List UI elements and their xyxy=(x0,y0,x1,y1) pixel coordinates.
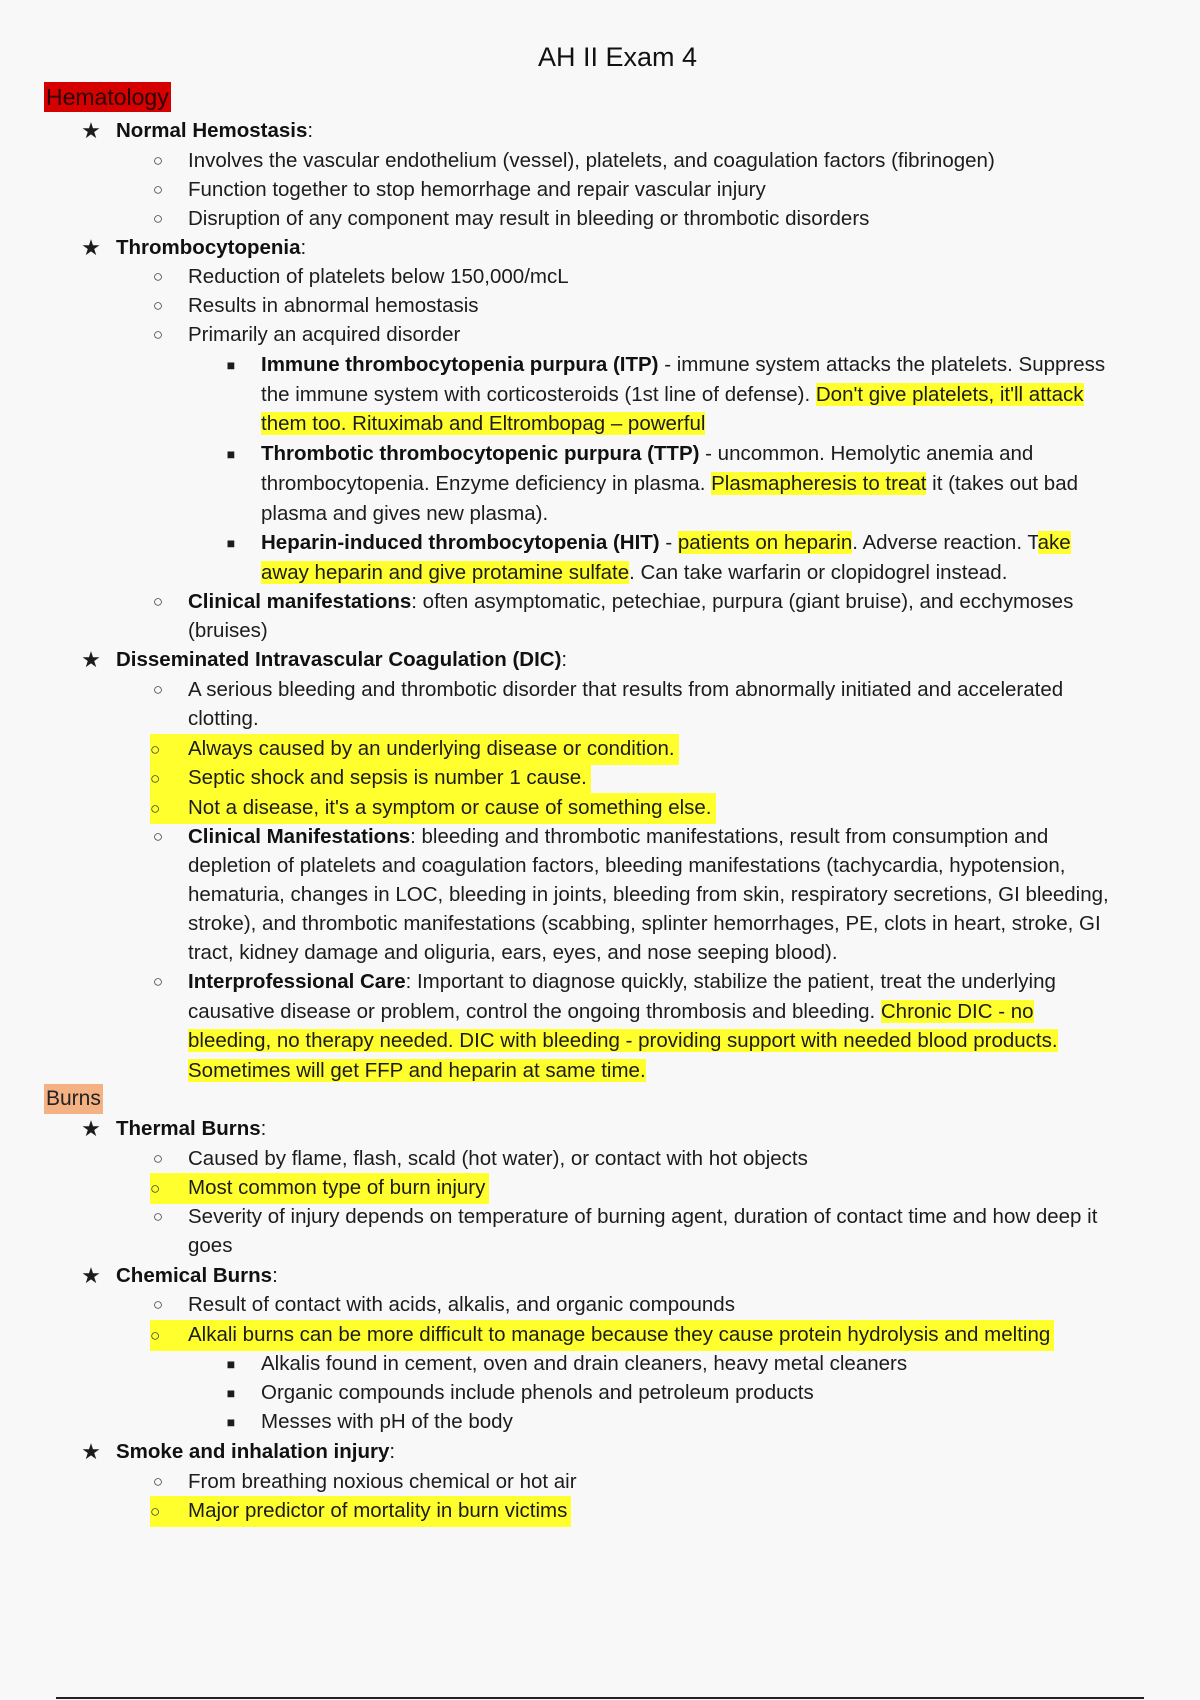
star-icon: ★ xyxy=(81,647,101,672)
list-item-heading: Clinical Manifestations xyxy=(188,825,411,848)
list-item-text: Disruption of any component may result in bleeding or thrombotic disorders xyxy=(188,207,870,230)
sub-item-heading: Heparin-induced thrombocytopenia (HIT) xyxy=(261,531,660,554)
circle-bullet-icon: ○ xyxy=(152,151,164,170)
highlight-text: Chronic DIC - no xyxy=(880,1000,1034,1023)
topic-thermal-burns xyxy=(0,1114,1200,1144)
page-title: AH II Exam 4 xyxy=(537,42,698,72)
list-item xyxy=(0,822,1200,852)
topic-heading: Smoke and inhalation injury xyxy=(116,1440,390,1463)
sub-item-text: Messes with pH of the body xyxy=(261,1410,513,1433)
list-item-text: Results in abnormal hemostasis xyxy=(188,294,479,317)
highlight-text: bleeding, no therapy needed. DIC with bleeding - providing support with needed blood products. xyxy=(188,1029,1058,1052)
sub-item xyxy=(0,1349,1200,1379)
highlight-text: Always caused by an underlying disease or condition. xyxy=(188,737,675,760)
colon: : xyxy=(389,1440,396,1463)
list-item-text: Caused by flame, flash, scald (hot water), or contact with hot objects xyxy=(188,1147,808,1170)
list-item-highlighted xyxy=(0,1496,1200,1526)
topic-chemical-burns xyxy=(0,1261,1200,1291)
sub-item-text: the immune system with corticosteroids (1st line of defense). xyxy=(261,383,816,406)
list-item-highlighted xyxy=(0,763,1200,793)
highlight-text: Don't give platelets, it'll attack xyxy=(815,383,1084,406)
sub-item-text: - uncommon. Hemolytic anemia and xyxy=(699,442,1034,465)
topic-smoke-inhalation xyxy=(0,1437,1200,1467)
list-item xyxy=(0,204,1200,234)
sub-item-text: thrombocytopenia. Enzyme deficiency in plasma. xyxy=(261,472,712,495)
highlight-text: Not a disease, it's a symptom or cause of something else. xyxy=(188,796,712,819)
list-item xyxy=(0,587,1200,617)
highlight-text: Septic shock and sepsis is number 1 cause. xyxy=(188,766,587,789)
sub-item-text: - xyxy=(659,531,678,554)
star-icon: ★ xyxy=(81,118,101,143)
text-line xyxy=(0,938,1200,968)
circle-bullet-icon: ○ xyxy=(150,1179,161,1198)
colon: : xyxy=(561,648,568,671)
star-icon: ★ xyxy=(81,235,101,260)
list-item-text: (bruises) xyxy=(188,619,268,642)
star-icon: ★ xyxy=(81,1116,101,1141)
list-item-text: Severity of injury depends on temperature of burning agent, duration of contact time and how deep it xyxy=(188,1205,1098,1228)
text-line xyxy=(0,997,1200,1027)
list-item xyxy=(0,1467,1200,1497)
circle-bullet-icon: ○ xyxy=(152,1295,164,1314)
circle-bullet-icon: ○ xyxy=(152,1149,164,1168)
text-line xyxy=(0,558,1200,588)
sub-item-ttp xyxy=(0,439,1200,469)
circle-bullet-icon: ○ xyxy=(152,1207,164,1226)
list-item-text: Result of contact with acids, alkalis, and organic compounds xyxy=(188,1293,735,1316)
sub-item-hit xyxy=(0,528,1200,558)
list-item-text: Involves the vascular endothelium (vessel), platelets, and coagulation factors (fibrinogen) xyxy=(188,149,995,172)
list-item-text: Reduction of platelets below 150,000/mcL xyxy=(188,265,569,288)
circle-bullet-icon: ○ xyxy=(152,267,164,286)
star-icon: ★ xyxy=(81,1439,101,1464)
circle-bullet-icon: ○ xyxy=(152,827,164,846)
list-item-text: A serious bleeding and thrombotic disorder that results from abnormally initiated and accelerated xyxy=(188,678,1064,701)
square-bullet-icon: ■ xyxy=(226,1356,236,1372)
circle-bullet-icon: ○ xyxy=(150,799,161,818)
list-item xyxy=(0,320,1200,350)
list-item-text: tract, kidney damage and oliguria, ears, eyes, and nose seeping blood). xyxy=(188,941,838,964)
page-divider xyxy=(56,1697,1144,1699)
list-item-heading: Clinical manifestations xyxy=(188,590,412,613)
topic-heading: Chemical Burns xyxy=(116,1264,273,1287)
list-item-text: causative disease or problem, control the ongoing thrombosis and bleeding. xyxy=(188,1000,881,1023)
text-line xyxy=(0,380,1200,410)
list-item-text: : often asymptomatic, petechiae, purpura (giant bruise), and ecchymoses xyxy=(411,590,1074,613)
text-line xyxy=(0,704,1200,734)
circle-bullet-icon: ○ xyxy=(152,1472,164,1491)
list-item-heading: Interprofessional Care xyxy=(188,970,406,993)
list-item xyxy=(0,675,1200,705)
list-item xyxy=(0,291,1200,321)
list-item xyxy=(0,146,1200,176)
list-item xyxy=(0,1144,1200,1174)
circle-bullet-icon: ○ xyxy=(152,972,164,991)
circle-bullet-icon: ○ xyxy=(152,296,164,315)
list-item-text: stroke), and thrombotic manifestations (scabbing, splinter hemorrhages, PE, clots in heart, stroke, GI xyxy=(188,912,1101,935)
sub-item xyxy=(0,1407,1200,1437)
list-item-text: Function together to stop hemorrhage and repair vascular injury xyxy=(188,178,766,201)
sub-item-heading: Immune thrombocytopenia purpura (ITP) xyxy=(261,353,659,376)
circle-bullet-icon: ○ xyxy=(152,592,164,611)
list-item-text: depletion of platelets and coagulation factors, bleeding manifestations (tachycardia, hypotension, xyxy=(188,854,1066,877)
circle-bullet-icon: ○ xyxy=(152,680,164,699)
list-item xyxy=(0,175,1200,205)
text-line xyxy=(0,909,1200,939)
text-line xyxy=(0,1026,1200,1056)
sub-item xyxy=(0,1378,1200,1408)
highlight-text: ake xyxy=(1037,531,1071,554)
sub-item-itp xyxy=(0,350,1200,380)
square-bullet-icon: ■ xyxy=(226,357,236,373)
text-line xyxy=(0,1056,1200,1086)
sub-item-text: it (takes out bad xyxy=(926,472,1079,495)
list-item-text: goes xyxy=(188,1234,233,1257)
sub-item-text: - immune system attacks the platelets. Suppress xyxy=(658,353,1106,376)
text-line xyxy=(0,851,1200,881)
highlight-text: Alkali burns can be more difficult to manage because they cause protein hydrolysis and melting xyxy=(188,1323,1051,1346)
highlight-text: away heparin and give protamine sulfate xyxy=(261,561,630,584)
text-line xyxy=(0,1231,1200,1261)
circle-bullet-icon: ○ xyxy=(150,769,161,788)
colon: : xyxy=(260,1117,267,1140)
text-line xyxy=(0,409,1200,439)
colon: : xyxy=(272,1264,278,1287)
list-item-text: Primarily an acquired disorder xyxy=(188,323,461,346)
circle-bullet-icon: ○ xyxy=(150,1502,161,1521)
circle-bullet-icon: ○ xyxy=(152,180,164,199)
list-item-highlighted xyxy=(0,734,1200,764)
topic-heading: Thermal Burns xyxy=(116,1117,261,1140)
text-line xyxy=(0,469,1200,499)
square-bullet-icon: ■ xyxy=(226,1385,236,1401)
highlight-text: Most common type of burn injury xyxy=(188,1176,486,1199)
highlight-text: them too. Rituximab and Eltrombopag – powerful xyxy=(261,412,706,435)
highlight-text: Major predictor of mortality in burn victims xyxy=(188,1499,568,1522)
square-bullet-icon: ■ xyxy=(226,1414,236,1430)
topic-normal-hemostasis xyxy=(0,116,1200,146)
list-item-text: clotting. xyxy=(188,707,259,730)
highlight-text: patients on heparin xyxy=(677,531,853,554)
topic-thrombocytopenia xyxy=(0,233,1200,263)
highlight-text: Plasmapheresis to treat xyxy=(711,472,927,495)
list-item xyxy=(0,262,1200,292)
circle-bullet-icon: ○ xyxy=(152,209,164,228)
topic-heading: Normal Hemostasis xyxy=(116,119,308,142)
section-header-hematology: Hematology xyxy=(46,84,169,110)
section-header-row xyxy=(0,82,1200,112)
sub-item-text: Alkalis found in cement, oven and drain cleaners, heavy metal cleaners xyxy=(261,1352,908,1375)
circle-bullet-icon: ○ xyxy=(152,325,164,344)
list-item-text: : Important to diagnose quickly, stabilize the patient, treat the underlying xyxy=(405,970,1056,993)
list-item-highlighted xyxy=(0,1173,1200,1203)
section-header-row xyxy=(0,1084,1200,1114)
list-item-text: From breathing noxious chemical or hot air xyxy=(188,1470,577,1493)
text-line xyxy=(0,880,1200,910)
sub-item-heading: Thrombotic thrombocytopenic purpura (TTP) xyxy=(261,442,700,465)
sub-item-text: plasma and gives new plasma). xyxy=(261,502,549,525)
list-item-highlighted xyxy=(0,793,1200,823)
highlight-text: Sometimes will get FFP and heparin at same time. xyxy=(188,1059,646,1082)
list-item xyxy=(0,1290,1200,1320)
sub-item-text: Organic compounds include phenols and petroleum products xyxy=(261,1381,814,1404)
list-item-text: hematuria, changes in LOC, bleeding in joints, bleeding from skin, respiratory secretions, GI bleeding, xyxy=(188,883,1109,906)
list-item xyxy=(0,1202,1200,1232)
list-item-text: : bleeding and thrombotic manifestations, result from consumption and xyxy=(410,825,1049,848)
square-bullet-icon: ■ xyxy=(226,446,236,462)
sub-item-text: . Can take warfarin or clopidogrel instead. xyxy=(629,561,1008,584)
star-icon: ★ xyxy=(81,1263,101,1288)
topic-heading: Disseminated Intravascular Coagulation (DIC) xyxy=(116,648,562,671)
text-line xyxy=(0,499,1200,529)
topic-dic xyxy=(0,645,1200,675)
square-bullet-icon: ■ xyxy=(226,535,236,551)
sub-item-text: . Adverse reaction. T xyxy=(852,531,1038,554)
circle-bullet-icon: ○ xyxy=(150,1326,161,1345)
list-item xyxy=(0,967,1200,997)
topic-heading: Thrombocytopenia xyxy=(116,236,301,259)
colon: : xyxy=(300,236,307,259)
list-item-highlighted xyxy=(0,1320,1200,1350)
colon: : xyxy=(307,119,314,142)
circle-bullet-icon: ○ xyxy=(150,740,161,759)
section-header-burns: Burns xyxy=(44,1084,103,1114)
text-line xyxy=(0,616,1200,646)
